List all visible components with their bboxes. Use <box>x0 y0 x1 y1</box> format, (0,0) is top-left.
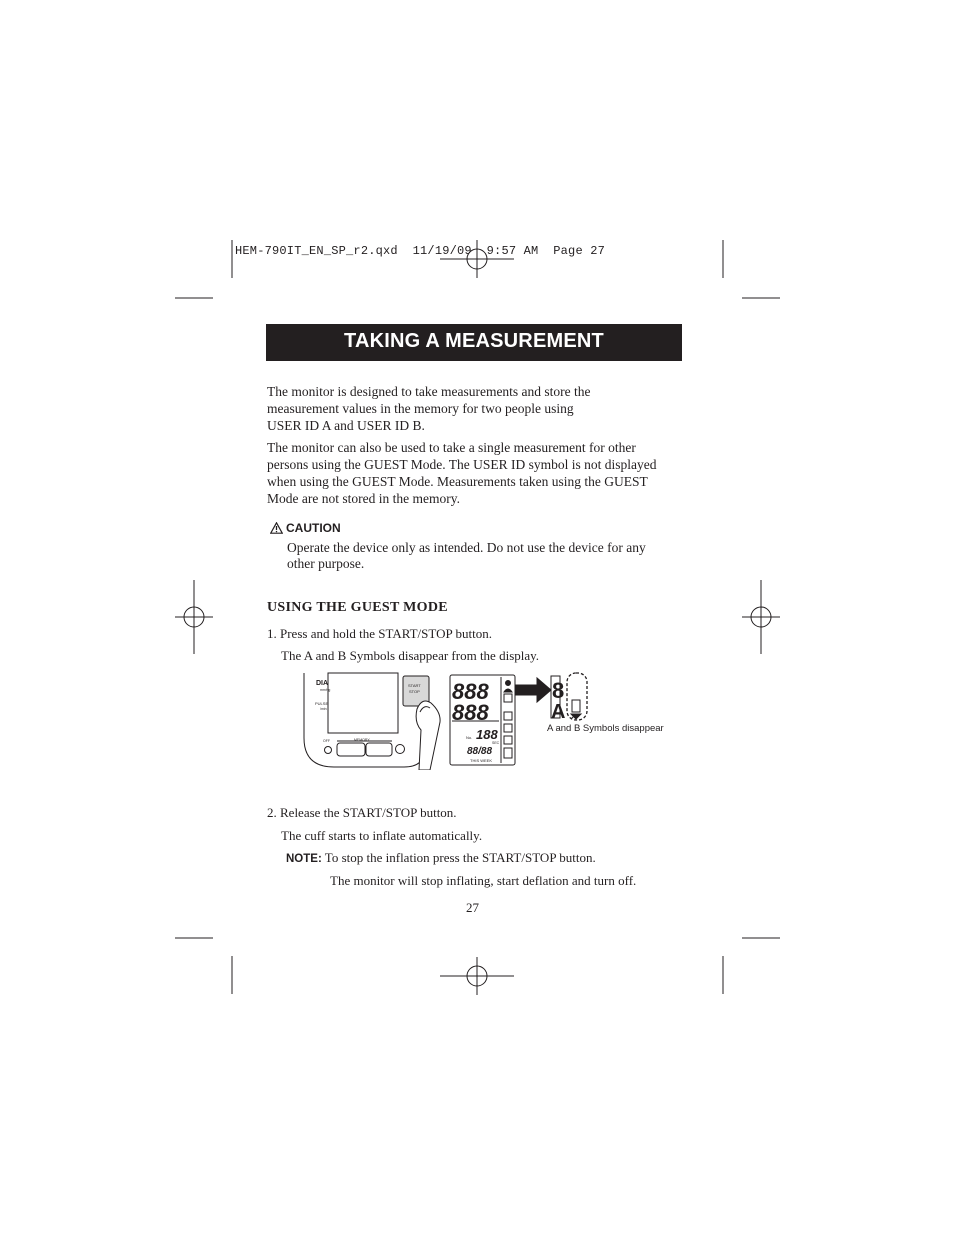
caution-heading <box>270 521 341 535</box>
intro-line: Mode are not stored in the memory. <box>267 491 460 506</box>
intro-line: The monitor can also be used to take a single measurement for other <box>267 440 636 455</box>
label-start: START <box>408 683 421 688</box>
page-title-bar <box>266 324 682 361</box>
label-min: /min <box>320 707 327 711</box>
note-label: NOTE: <box>286 853 322 865</box>
label-dia: DIA <box>316 680 329 687</box>
label-memory: MEMORY <box>354 738 370 742</box>
zoom-digit: 8 <box>552 678 565 703</box>
zoom-symbol-a: A <box>551 701 566 723</box>
step-2: 2. Release the START/STOP button. <box>267 805 457 820</box>
lcd-no-label: No. <box>466 735 473 740</box>
symbols-highlight <box>567 673 587 720</box>
off-indicator <box>325 747 332 754</box>
lcd-date-digits: 88/88 <box>467 746 493 757</box>
lcd-sec-label: SEC <box>492 741 500 745</box>
intro-line: when using the GUEST Mode. Measurements taken using the GUEST <box>267 474 648 489</box>
intro-line: measurement values in the memory for two people using <box>267 401 574 416</box>
lcd-dia-digits: 888 <box>452 700 489 725</box>
lcd-sys-digits: 888 <box>452 679 489 704</box>
arrow-icon <box>515 678 551 702</box>
section-heading: USING THE GUEST MODE <box>267 600 448 615</box>
intro-line: The monitor is designed to take measurements and store the <box>267 384 591 399</box>
finger-icon <box>416 701 440 770</box>
label-pulse: PULSE <box>315 701 329 706</box>
intro-line: persons using the GUEST Mode. The USER ID symbol is not displayed <box>267 457 657 472</box>
monitor-screen <box>328 673 398 733</box>
heart-icon <box>396 745 405 754</box>
guest-mode-figure <box>300 670 600 770</box>
step-2-detail: The cuff starts to inflate automatically. <box>281 828 483 843</box>
user-icon <box>506 681 511 686</box>
page-title: TAKING A MEASUREMENT <box>344 330 604 352</box>
figure-caption: A and B Symbols disappear <box>547 723 664 734</box>
note-line-1 <box>286 850 596 866</box>
note-line-2: The monitor will stop inflating, start deflation and turn off. <box>330 873 637 888</box>
hourglass-icon <box>571 714 581 719</box>
label-stop: STOP <box>409 689 420 694</box>
intro-line: USER ID A and USER ID B. <box>267 418 425 433</box>
file-slug: HEM-790IT_EN_SP_r2.qxd 11/19/09 9:57 AM Page 27 <box>235 244 606 258</box>
lcd-this-week: THIS WEEK <box>470 758 493 763</box>
note-text: To stop the inflation press the START/STOP button. <box>324 850 596 865</box>
memory-button-right <box>366 743 392 756</box>
lcd-pulse-digits: 188 <box>476 727 498 742</box>
page-number: 27 <box>466 900 479 915</box>
step-1-detail: The A and B Symbols disappear from the display. <box>281 648 540 663</box>
caution-text: other purpose. <box>287 556 365 571</box>
memory-button-left <box>337 743 365 756</box>
warning-triangle-icon <box>270 522 283 534</box>
step-1: 1. Press and hold the START/STOP button. <box>267 626 492 641</box>
caution-label: CAUTION <box>286 521 341 535</box>
label-mmhg: mmHg <box>320 688 331 692</box>
label-off: OFF <box>323 739 330 743</box>
caution-text: Operate the device only as intended. Do not use the device for any <box>287 540 646 555</box>
